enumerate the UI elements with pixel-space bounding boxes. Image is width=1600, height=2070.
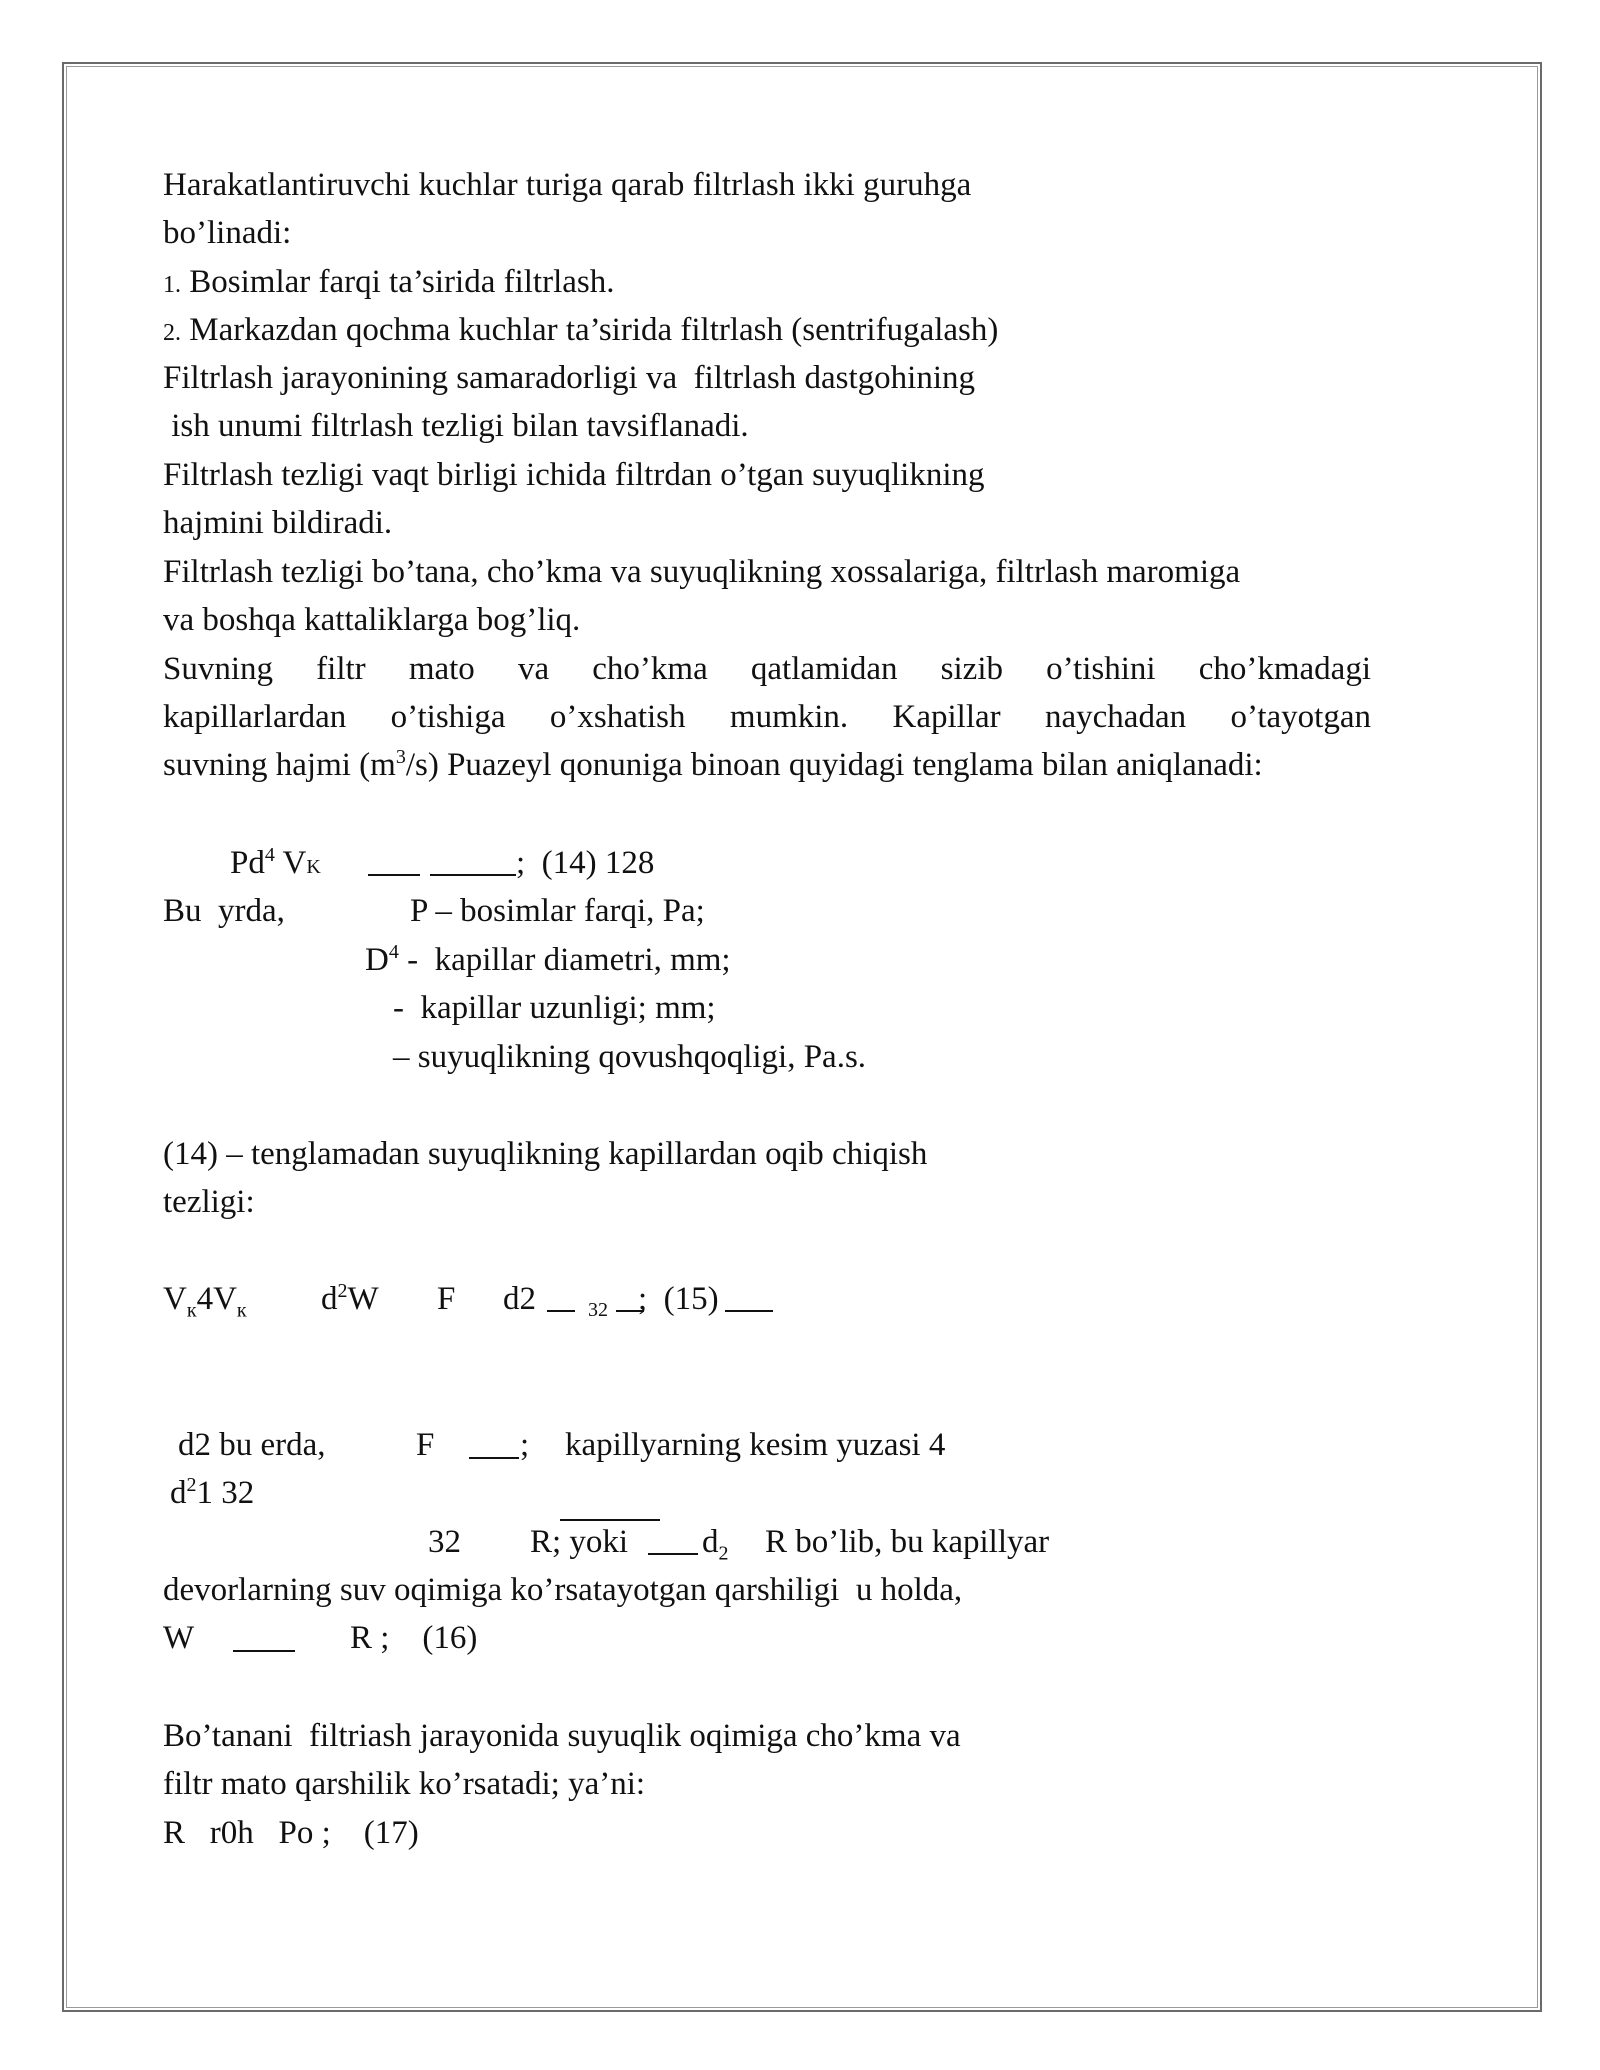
superscript: 2	[337, 1280, 348, 1302]
para11-line2: filtr mato qarshilik ko’rsatadi; ya’ni:	[163, 1766, 646, 1802]
list-item-2	[163, 310, 998, 353]
para1-line2: bo’linadi:	[163, 215, 292, 251]
para8-b: 1 32	[196, 1475, 255, 1511]
para3-line2: hajmini bildiradi.	[163, 505, 393, 541]
where-d-b: - kapillar diametri, mm;	[398, 942, 731, 978]
where-d	[365, 940, 731, 980]
list-item-1	[163, 262, 614, 305]
where-d-a: D	[365, 942, 389, 978]
para9-r: R; yoki	[530, 1524, 629, 1560]
para7-semi: ;	[520, 1427, 530, 1463]
para5-line3	[163, 745, 1263, 785]
para6-line1: (14) – tenglamadan suyuqlikning kapillardan oqib chiqish	[163, 1136, 928, 1172]
eq15-d2: d2	[503, 1281, 536, 1317]
superscript: 2	[186, 1474, 197, 1496]
list-number: 1.	[163, 272, 181, 298]
list-number: 2.	[163, 320, 181, 346]
fraction-bar	[648, 1553, 698, 1555]
para8-d: d	[170, 1475, 187, 1511]
superscript: 3	[395, 746, 406, 768]
eq14-numerator	[230, 843, 321, 887]
para3-line1: Filtrlash tezligi vaqt birligi ichida filtrdan o’tgan suyuqlikning	[163, 457, 985, 493]
eq15-f: F	[437, 1281, 456, 1317]
where-lead: Bu yrda,	[163, 893, 285, 929]
eq14-b: V	[282, 845, 307, 881]
eq15-32: 32	[588, 1299, 608, 1321]
para5-line3-b: /s) Puazeyl qonuniga binoan quyidagi tenglama bilan aniqlanadi:	[405, 747, 1263, 783]
eq15-d2w	[321, 1279, 379, 1319]
para2-line2: ish unumi filtrlash tezligi bilan tavsiflanadi.	[163, 408, 749, 444]
para7-a: d2 bu erda,	[178, 1427, 326, 1463]
para7-b: kapillyarning kesim yuzasi 4	[565, 1427, 946, 1463]
para5-line2: kapillarlardan o’tishiga o’xshatish mumkin. Kapillar naychadan o’tayotgan	[163, 699, 1371, 735]
para5-line1: Suvning filtr mato va cho’kma qatlamidan sizib o’tishini cho’kmadagi	[163, 651, 1371, 687]
fraction-bar	[368, 874, 420, 876]
para9-d-letter: d	[702, 1524, 719, 1560]
fraction-bar	[547, 1310, 575, 1312]
superscript: 4	[264, 844, 275, 866]
para1-line1: Harakatlantiruvchi kuchlar turiga qarab filtrlash ikki guruhga	[163, 167, 972, 203]
overline-bar	[560, 1519, 660, 1521]
para6-line2: tezligi:	[163, 1184, 255, 1220]
subscript: к	[186, 1299, 197, 1322]
fraction-bar	[469, 1457, 519, 1459]
para8	[170, 1473, 254, 1513]
eq15-tail: ; (15)	[638, 1281, 719, 1317]
para2-line1: Filtrlash jarayonining samaradorligi va filtrlash dastgohining	[163, 360, 976, 396]
subscript: K	[306, 856, 321, 878]
para11-line1: Bo’tanani filtriash jarayonida suyuqlik oqimiga cho’kma va	[163, 1718, 961, 1754]
para4-line1: Filtrlash tezligi bo’tana, cho’kma va suyuqlikning xossalariga, filtrlash maromiga	[163, 554, 1241, 590]
where-p: P – bosimlar farqi, Pa;	[410, 893, 705, 929]
eq16-tail: R ; (16)	[350, 1620, 478, 1656]
eq15-w: W	[347, 1281, 379, 1317]
para4-line2: va boshqa kattaliklarga bog’liq.	[163, 602, 581, 638]
eq15-v2: 4V	[196, 1281, 237, 1317]
fraction-bar	[430, 874, 516, 876]
eq14-a: Pd	[230, 845, 265, 881]
where-mu: – suyuqlikning qovushqoqligi, Pa.s.	[393, 1039, 867, 1075]
para7-f: F	[416, 1427, 435, 1463]
list-text: Bosimlar farqi ta’sirida filtrlash.	[189, 264, 615, 300]
subscript: к	[236, 1299, 247, 1322]
where-l: - kapillar uzunligi; mm;	[393, 990, 716, 1026]
para5-line3-a: suvning hajmi (m	[163, 747, 396, 783]
eq15-v	[163, 1279, 247, 1322]
fraction-bar	[725, 1310, 773, 1312]
eq15-v1: V	[163, 1281, 187, 1317]
list-text: Markazdan qochma kuchlar ta’sirida filtrlash (sentrifugalash)	[189, 312, 999, 348]
fraction-bar	[233, 1650, 295, 1652]
eq17: R r0h Po ; (17)	[163, 1815, 419, 1851]
eq15-d: d	[321, 1281, 338, 1317]
para9-d	[702, 1522, 729, 1565]
para9-tail: R bo’lib, bu kapillyar	[765, 1524, 1050, 1560]
eq14-tail: ; (14) 128	[516, 845, 655, 881]
subscript: 2	[718, 1542, 729, 1565]
superscript: 4	[388, 941, 399, 963]
para9-32: 32	[428, 1524, 461, 1560]
para10: devorlarning suv oqimiga ko’rsatayotgan qarshiligi u holda,	[163, 1572, 963, 1608]
eq16-w: W	[163, 1620, 195, 1656]
